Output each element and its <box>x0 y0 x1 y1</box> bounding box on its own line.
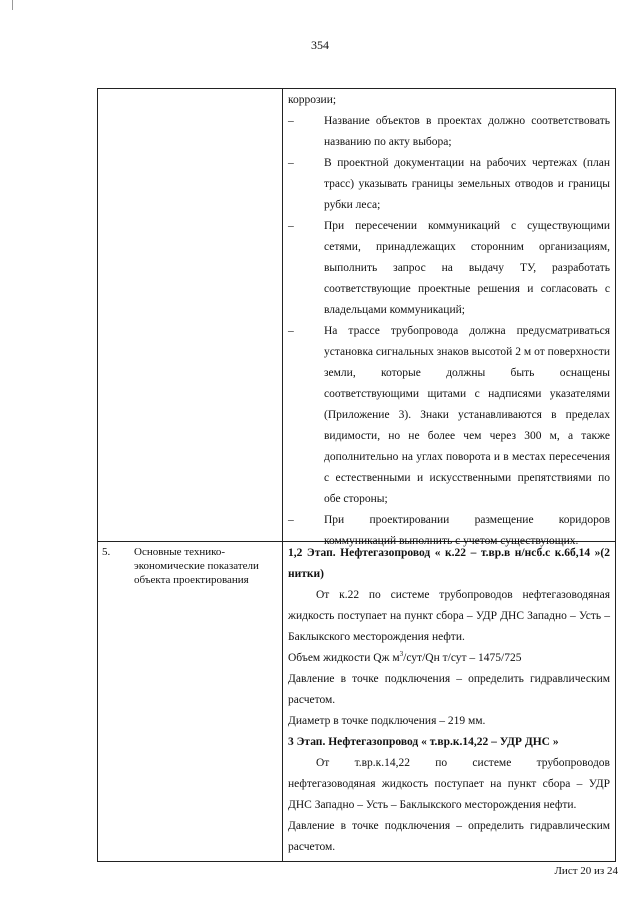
dash-marker: – <box>288 220 294 232</box>
column-divider <box>282 89 283 861</box>
dash-marker: – <box>288 514 294 526</box>
stage1-title: 1,2 Этап. Нефтегазопровод « к.22 – т.вр.в н/нсб.с к.6б,14 »(2 нитки) <box>288 547 610 580</box>
list-item <box>288 321 610 510</box>
row2-label-cell <box>102 545 278 587</box>
stage1-text: От к.22 по системе трубопроводов нефтегазоводяная жидкость поступает на пункт сбора – УДР ДНС Западно – Усть – Баклыкского месторождения нефти. <box>288 589 610 643</box>
volume-prefix: Объем жидкости Qж м <box>288 652 400 664</box>
row2-content <box>288 543 610 858</box>
dash-marker: – <box>288 325 294 337</box>
diameter-note: Диаметр в точке подключения – 219 мм. <box>288 715 486 727</box>
list-item <box>288 216 610 321</box>
list-item-text: Название объектов в проектах должно соответствовать названию по акту выбора; <box>324 115 610 148</box>
list-item-text: В проектной документации на рабочих чертежах (план трасс) указывать границы земельных отводов и границы рубки леса; <box>324 157 610 211</box>
row1-content <box>288 90 610 552</box>
dash-marker: – <box>288 115 294 127</box>
pressure-note: Давление в точке подключения – определить гидравлическим расчетом. <box>288 820 610 853</box>
row-label: Основные технико-экономические показатели объекта проектирования <box>134 546 259 586</box>
sheet-footer: Лист 20 из 24 <box>554 865 618 877</box>
list-item-text: При пересечении коммуникаций с существующими сетями, принадлежащих сторонним организациям, выполнить запрос на выдачу ТУ, разработать соответствующие проектные решения и согласовать с владельцами коммуникаций; <box>324 220 610 316</box>
volume-superscript: 3 <box>399 650 404 659</box>
list-item-text: На трассе трубопровода должна предусматриваться установка сигнальных знаков высотой 2 м от поверхности земли, которые должны быть оснащены соответствующими щитами с надписями указателями (Приложение 3). Знаки устанавливаются в пределах видимости, но не более чем через 300 м, а также дополнительно на углах поворота и в местах пересечения с естественными и искусственными препятствиями по обе стороны; <box>324 325 610 505</box>
row2-label <box>102 545 278 587</box>
list-item-text: При проектировании размещение коридоров коммуникаций выполнить с учетом существующих. <box>324 514 610 547</box>
page-number: 354 <box>311 38 329 52</box>
row-number: 5. <box>102 546 111 558</box>
list-item <box>288 111 610 153</box>
continued-line: коррозии; <box>288 94 337 106</box>
stage3-text: От т.вр.к.14,22 по системе трубопроводов нефтегазоводяная жидкость поступает на пункт сбора – УДР ДНС Западно – Усть – Баклыкского месторождения нефти. <box>288 757 610 811</box>
dash-marker: – <box>288 157 294 169</box>
volume-suffix: /сут/Qн т/сут – 1475/725 <box>403 652 522 664</box>
scan-edge-mark <box>12 0 13 10</box>
pressure-note: Давление в точке подключения – определить гидравлическим расчетом. <box>288 673 610 706</box>
list-item <box>288 153 610 216</box>
requirements-table <box>97 88 616 862</box>
liquid-volume <box>288 648 610 669</box>
stage3-title: 3 Этап. Нефтегазопровод « т.вр.к.14,22 – УДР ДНС » <box>288 736 559 748</box>
